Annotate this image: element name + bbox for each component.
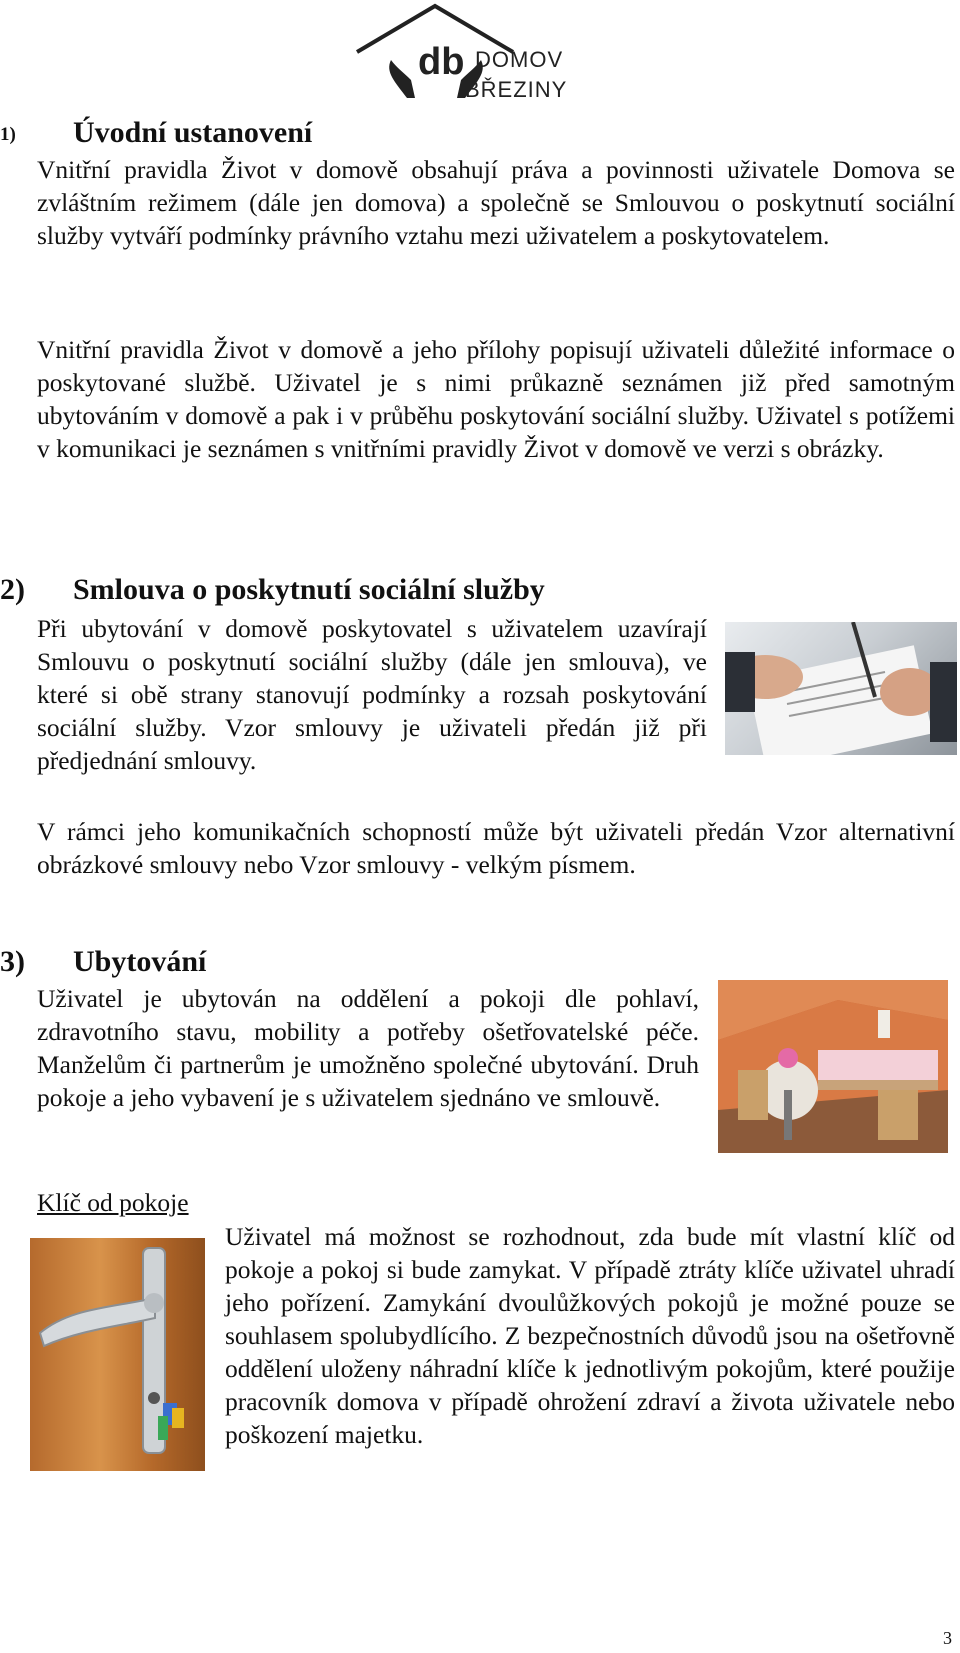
section3-paragraph1: Uživatel je ubytován na oddělení a pokoji dle pohlaví, zdravotního stavu, mobility a potřeby ošetřovatelské péče. Manželům či partnerům je umožněno společné ubytování. Druh pokoje a jeho vybavení je s uživatelem sjednáno ve smlouvě. [37, 984, 699, 1112]
contract-signing-photo [725, 622, 957, 755]
logo [355, 2, 605, 107]
key-subheading: Klíč od pokoje [37, 1188, 189, 1217]
section3-paragraph2: Uživatel má možnost se rozhodnout, zda bude mít vlastní klíč od pokoje a pokoj si bude zamykat. V případě ztráty klíče uživatel uhradí jeho pořízení. Zamykání dvoulůžkových pokojů je možné pouze se souhlasem spolubydlícího. Z bezpečnostních důvodů jsou na ošetřovně oddělení uloženy náhradní klíče k jednotlivým pokojům, které použije pracovník domova v případě ohrožení zdraví a života uživatele nebo poškození majetku. [225, 1222, 955, 1449]
room-photo [718, 980, 948, 1153]
svg-text:db: db [418, 41, 465, 83]
section1-paragraph2: Vnitřní pravidla Život v domově a jeho přílohy popisují uživateli důležité informace o poskytované službě. Uživatel je s nimi průkazně seznámen již před samotným ubytováním v domově a pak i v průběhu poskytování sociální služby. Uživatel s potížemi v komunikaci je seznámen s vnitřními pravidly Život v domově ve verzi s obrázky. [37, 335, 955, 463]
logo-text-line2: BŘEZINY [465, 77, 568, 102]
section3-number: 3) [0, 945, 25, 978]
section2-paragraph2: V rámci jeho komunikačních schopností může být uživateli předán Vzor alternativní obrázkové smlouvy nebo Vzor smlouvy - velkým písmem. [37, 817, 955, 879]
page-number: 3 [943, 1628, 952, 1648]
section2-paragraph1: Při ubytování v domově poskytovatel s uživatelem uzavírají Smlouvu o poskytnutí sociální služby (dále jen smlouva), ve které si obě strany stanovují podmínky a rozsah poskytování sociální služby. Vzor smlouvy je uživateli předán již při předjednání smlouvy. [37, 614, 707, 775]
section2-title: Smlouva o poskytnutí sociální služby [73, 573, 545, 606]
section1-number: 1) [0, 124, 16, 145]
logo-text-line1: DOMOV [475, 47, 564, 72]
door-key-photo [30, 1238, 205, 1471]
section1-title: Úvodní ustanovení [73, 116, 313, 149]
section1-paragraph1: Vnitřní pravidla Život v domově obsahují práva a povinnosti uživatele Domova se zvláštním režimem (dále jen domova) a společně se Smlouvou o poskytnutí sociální služby vytváří podmínky právního vztahu mezi uživatelem a poskytovatelem. [37, 155, 955, 250]
section2-number: 2) [0, 573, 25, 606]
section3-title: Ubytování [73, 945, 207, 978]
